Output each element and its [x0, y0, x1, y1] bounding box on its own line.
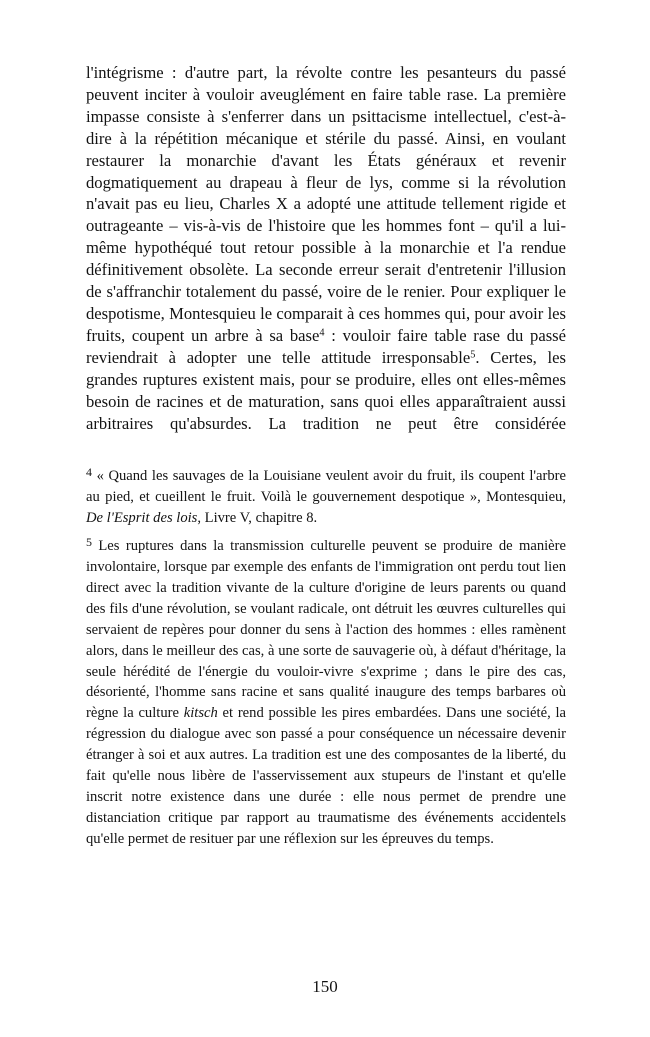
body-text-part-2: : vouloir faire table rase du passé reviendrait à adopter une telle attitude irresponsable: [86, 325, 566, 367]
footnote-5-italic-word: kitsch: [183, 705, 218, 722]
footnote-5-marker: 5: [86, 534, 92, 549]
footnote-5: [86, 536, 566, 850]
page-number: 150: [312, 977, 338, 996]
body-paragraph: [86, 62, 566, 434]
footnote-reference-4: 4: [319, 327, 325, 339]
footnote-4-text-1: « Quand les sauvages de la Louisiane veulent avoir du fruit, ils coupent l'arbre au pied, et cueillent le fruit. Voilà le gouvernement despotique », Montesquieu,: [86, 468, 566, 506]
footnote-4: [86, 466, 566, 529]
footnote-4-book-title: De l'Esprit des lois: [86, 510, 198, 527]
footnote-reference-5: 5: [470, 349, 476, 361]
footnote-5-text-1: Les ruptures dans la transmission culturelle peuvent se produire de manière involontaire, lorsque par exemple des enfants de l'immigration ont perdu tout lien direct avec la tradition vivante de la culture d'origine de leurs parents ou quand des fils d'une révolution, se voulant radicale, ont détruit les œuvres culturelles qui servaient de repères pour donner du sens à l'action des hommes : elles ramènent alors, dans le meilleur des cas, à une sorte de sauvagerie où, à défaut d'héritage, la seule hérédité de l'énergie du vouloir-vivre s'exprime ; dans le pire des cas, désorienté, l'homme sans racine et sans qualité inaugure des temps barbares où règne la culture: [86, 538, 566, 722]
footnote-4-text-2: , Livre V, chapitre 8.: [197, 510, 318, 527]
body-text-part-3: . Certes, les grandes ruptures existent mais, pour se produire, elles ont elles-mêmes besoin de racines et de maturation, sans quoi elles apparaîtraient aussi arbitraires qu'absurdes. La tradition ne peut être considérée: [86, 347, 566, 433]
body-text-part-1: l'intégrisme : d'autre part, la révolte contre les pesanteurs du passé peuvent inciter à vouloir aveuglément en faire table rase. La première impasse consiste à s'enferrer dans un psittacisme intellectuel, c'est-à-dire à la répétition mécanique et stérile du passé. Ainsi, en voulant restaurer la monarchie d'avant les États généraux et revenir dogmatiquement au drapeau à fleur de lys, comme si la révolution n'avait pas eu lieu, Charles X a adopté une attitude tellement rigide et outrageante – vis-à-vis de l'histoire que les hommes font – qu'il a lui-même hypothéqué tout retour possible à la monarchie et l'a rendue définitivement obsolète. La seconde erreur serait d'entretenir l'illusion de s'affranchir totalement du passé, voire de le renier. Pour expliquer le despotisme, Montesquieu le comparait à ces hommes qui, pour avoir les fruits, coupent un arbre à sa base: [86, 63, 566, 345]
footnotes-section: [86, 466, 566, 849]
footnote-5-text-2: et rend possible les pires embardées. Dans une société, la régression du dialogue avec son passé a pour conséquence un nécessaire devenir étranger à soi et aux autres. La tradition est une des composantes de la liberté, du fait qu'elle nous libère de l'asservissement aux stupeurs de l'instant et qu'elle inscrit notre existence dans une durée : elle nous permet de prendre une distanciation critique par rapport au traumatisme des événements accidentels qu'elle permet de resituer par une réflexion sur les épreuves du temps.: [86, 705, 567, 847]
footnote-4-marker: 4: [86, 465, 92, 480]
